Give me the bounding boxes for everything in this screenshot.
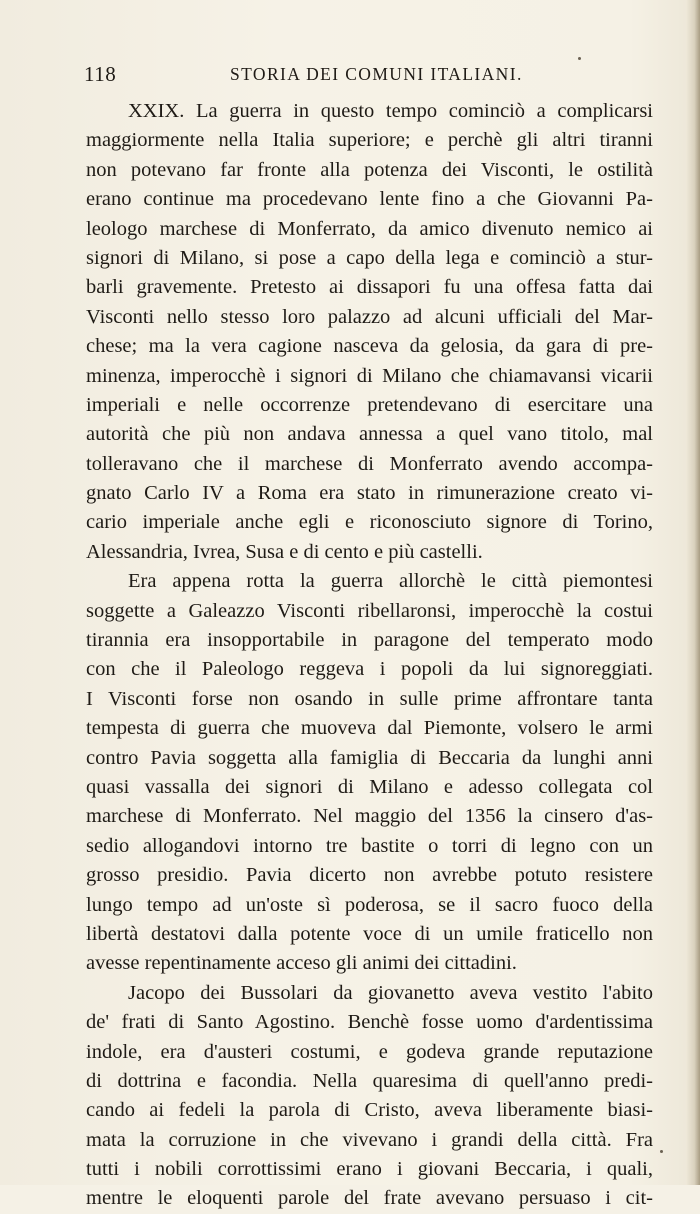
text-line: quasi vassalla dei signori di Milano e adesso collegata col (86, 775, 653, 798)
text-line: con che il Paleologo reggeva i popoli da lui signoreggiati. (86, 658, 653, 681)
text-line: chese; ma la vera cagione nasceva da gelosia, da gara di pre- (86, 335, 653, 358)
text-line: grosso presidio. Pavia dicerto non avrebbe potuto resistere (86, 864, 653, 887)
text-line: di dottrina e facondia. Nella quaresima di quell'anno predi- (86, 1069, 653, 1092)
text-line: I Visconti forse non osando in sulle prime affrontare tanta (86, 687, 653, 710)
text-line: maggiormente nella Italia superiore; e perchè gli altri tiranni (86, 129, 653, 152)
text-line: tempesta di guerra che muoveva dal Piemonte, volsero le armi (86, 717, 653, 740)
page-header (84, 62, 654, 86)
text-line: contro Pavia soggetta alla famiglia di Beccaria da lunghi anni (86, 746, 653, 769)
text-line: lungo tempo ad un'oste sì poderosa, se il sacro fuoco della (86, 893, 653, 916)
page-edge-shadow (686, 0, 700, 1185)
text-line: avesse repentinamente acceso gli animi dei cittadini. (86, 952, 517, 975)
paper-speck (578, 57, 581, 60)
text-line: XXIX. La guerra in questo tempo cominciò a complicarsi (128, 100, 653, 122)
text-line: leologo marchese di Monferrato, da amico divenuto nemico ai (86, 217, 653, 240)
text-line: imperiali e nelle occorrenze pretendevano di esercitare una (86, 393, 653, 416)
text-line: signori di Milano, si pose a capo della lega e cominciò a stur- (86, 246, 653, 269)
text-line: Alessandria, Ivrea, Susa e di cento e più castelli. (86, 540, 483, 563)
text-line: barli gravemente. Pretesto ai dissapori fu una offesa fatta dai (86, 276, 653, 299)
paper-speck (660, 1150, 663, 1153)
page-number: 118 (84, 62, 117, 86)
text-line: sedio allogandovi intorno tre bastite o torri di legno con un (86, 834, 653, 857)
text-line: erano continue ma procedevano lente fino a che Giovanni Pa- (86, 188, 653, 211)
text-line: mata la corruzione in che vivevano i grandi della città. Fra (86, 1128, 653, 1151)
running-head: STORIA DEI COMUNI ITALIANI. (230, 64, 523, 84)
text-line: cario imperiale anche egli e riconosciuto signore di Torino, (86, 511, 653, 534)
text-line: libertà destatovi dalla potente voce di un umile fraticello non (86, 922, 653, 945)
text-line: marchese di Monferrato. Nel maggio del 1356 la cinsero d'as- (86, 805, 653, 828)
text-line: Visconti nello stesso loro palazzo ad alcuni ufficiali del Mar- (86, 305, 653, 328)
body-text (86, 97, 653, 1214)
text-line: non potevano far fronte alla potenza dei Visconti, le ostilità (86, 158, 653, 181)
text-line: soggette a Galeazzo Visconti ribellaronsi, imperocchè la costui (86, 599, 653, 622)
text-line: mentre le eloquenti parole del frate avevano persuaso i cit- (86, 1187, 653, 1210)
text-line: minenza, imperocchè i signori di Milano che chiamavansi vicarii (86, 364, 653, 387)
text-line: tirannia era insopportabile in paragone del temperato modo (86, 629, 653, 652)
text-line: Jacopo dei Bussolari da giovanetto aveva vestito l'abito (128, 981, 653, 1004)
text-line: Era appena rotta la guerra allorchè le città piemontesi (128, 570, 653, 593)
text-line: autorità che più non andava annessa a quel vano titolo, mal (86, 423, 653, 446)
text-line: cando ai fedeli la parola di Cristo, aveva liberamente biasi- (86, 1099, 653, 1122)
text-line: tolleravano che il marchese di Monferrato avendo accompa- (86, 452, 653, 475)
text-line: tutti i nobili corrottissimi erano i giovani Beccaria, i quali, (86, 1158, 653, 1181)
text-line: gnato Carlo IV a Roma era stato in rimunerazione creato vi- (86, 482, 653, 505)
text-line: de' frati di Santo Agostino. Benchè fosse uomo d'ardentissima (86, 1011, 653, 1034)
text-line: indole, era d'austeri costumi, e godeva grande reputazione (86, 1040, 653, 1063)
